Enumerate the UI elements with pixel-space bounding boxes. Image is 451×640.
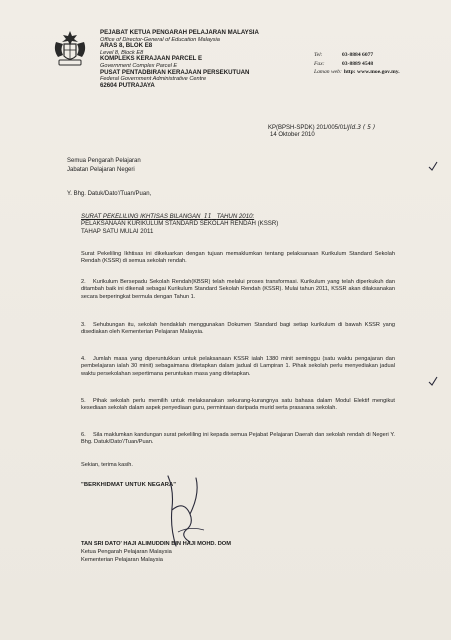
paragraph-text: Pihak sekolah perlu memilih untuk melaksanakan sekurang-kurangnya satu bahasa dalam Modul Elektif mengikut kesediaan sekolah dalam aspek penyediaan guru, permintaan daripada murid serta prasarana sekolah.	[81, 398, 395, 412]
subject-line-3: TAHAP SATU MULAI 2011	[81, 227, 154, 235]
signer-ministry: Kementerian Pelajaran Malaysia	[81, 556, 163, 563]
signer-block	[81, 541, 231, 564]
check-mark-icon	[427, 376, 439, 388]
recipient-line-2: Jabatan Pelajaran Negeri	[67, 167, 135, 173]
reference-block	[268, 124, 375, 140]
reference-number	[268, 124, 375, 132]
check-mark-icon	[427, 161, 439, 173]
paragraph-4	[81, 356, 395, 378]
coat-of-arms-icon	[50, 30, 90, 70]
motto: "BERKHIDMAT UNTUK NEGARA"	[81, 482, 177, 488]
paragraph-text: Surat Pekeliling Ikhtisas ini dikeluarkan dengan tujuan memaklumkan tentang pelaksanaan Kurikulum Standard Sekolah Rendah (KSSR) di semua sekolah rendah.	[81, 251, 395, 265]
paragraph-text: Jumlah masa yang diperuntukkan untuk pelaksanaan KSSR ialah 1380 minit seminggu (satu waktu pengajaran dan pembelajaran ialah 30 minit) sebagaimana ditetapkan dalam jadual di Lampiran 1. Pihak sekolah perlu menyediakan jadual waktu persekolahan sepertimana peruntukan masa yang ditetapkan.	[81, 356, 395, 377]
contact-block	[314, 51, 400, 77]
paragraph-3	[81, 322, 395, 337]
address-centre-en: Federal Government Administrative Centre	[100, 76, 207, 83]
signer-title: Ketua Pengarah Pelajaran Malaysia	[81, 548, 172, 555]
paragraph-text: Sehubungan itu, sekolah hendaklah menggunakan Dokumen Standard bagi setiap kurikulum di bawah KSSR yang disediakan oleh Kementerian Pelajaran Malaysia.	[81, 322, 395, 336]
circular-number: 11	[203, 213, 212, 220]
subject-suffix: TAHUN 2010:	[216, 213, 255, 220]
tel-value: 03-8884 6077	[342, 52, 374, 58]
paragraph-number: 2.	[81, 279, 86, 285]
office-name-en: Office of Director-General of Education Malaysia	[100, 36, 220, 43]
fax-value: 03-8889 4548	[342, 60, 374, 67]
subject-line-2: PELAKSANAAN KURIKULUM STANDARD SEKOLAH RENDAH (KSSR)	[81, 220, 279, 228]
paragraph-number: 5.	[81, 398, 86, 404]
address-postcode: 62604 PUTRAJAYA	[100, 81, 155, 89]
recipient-block	[67, 157, 141, 175]
subject-line-1	[81, 213, 401, 220]
paragraph-text: Kurikulum Bersepadu Sekolah Rendah(KBSR) telah melalui proses transformasi. Kurikulum yang telah diperkukuh dan ditambah baik ini dikenali sebagai Kurikulum Standard Sekolah Rendah (KSSR). Mulai tahun 2011, KSSR akan dilaksanakan secara berperingkat bermula dengan Tahun 1.	[81, 279, 395, 300]
office-name: PEJABAT KETUA PENGARAH PELAJARAN MALAYSIA	[100, 29, 259, 36]
paragraph-2	[81, 279, 395, 301]
paragraph-1	[81, 251, 395, 266]
recipient-line-1: Semua Pengarah Pelajaran	[67, 158, 141, 164]
paragraph-number: 6.	[81, 432, 86, 438]
paragraph-number: 3.	[81, 322, 86, 328]
tel-line	[314, 51, 400, 60]
tel-label: Tel:	[314, 52, 323, 58]
reference-handwritten: Jld.3 ( 5 )	[348, 124, 376, 131]
web-value: http: www.moe.gov.my.	[343, 69, 400, 76]
fax-line	[314, 60, 400, 69]
address-level-en: Level 8, Block E8	[100, 49, 144, 56]
signer-name: TAN SRI DATO' HAJI ALIMUDDIN BIN HAJI MOHD. DOM	[81, 541, 231, 547]
address-complex-en: Government Complex Parcel E	[100, 62, 178, 69]
closing-line: Sekian, terima kasih.	[81, 462, 133, 468]
paragraph-6	[81, 432, 395, 447]
subject-block	[81, 213, 401, 235]
web-label: Laman web:	[314, 69, 342, 76]
salutation: Y. Bhg. Datuk/Dato'/Tuan/Puan,	[67, 191, 152, 197]
paragraph-5	[81, 398, 395, 413]
paragraph-text: Sila maklumkan kandungan surat pekeliling ini kepada semua Pejabat Pelajaran Daerah dan sekolah rendah di Negeri Y. Bhg. Datuk/Dato'/Tuan/Puan.	[81, 432, 395, 446]
address-centre: PUSAT PENTADBIRAN KERAJAAN PERSEKUTUAN	[100, 68, 250, 76]
letter-date: 14 Oktober 2010	[270, 132, 315, 139]
web-line	[314, 68, 400, 77]
subject-prefix: SURAT PEKELILING IKHTISAS BILANGAN	[81, 213, 201, 220]
letterhead-block	[100, 30, 310, 89]
reference-prefix: KP(BPSH-SPDK) 201/005/01/	[268, 125, 349, 131]
address-level: ARAS 8, BLOK E8	[100, 42, 153, 50]
address-complex: KOMPLEKS KERAJAAN PARCEL E	[100, 55, 203, 63]
fax-label: Fax:	[314, 60, 325, 67]
paragraph-number: 4.	[81, 356, 86, 362]
